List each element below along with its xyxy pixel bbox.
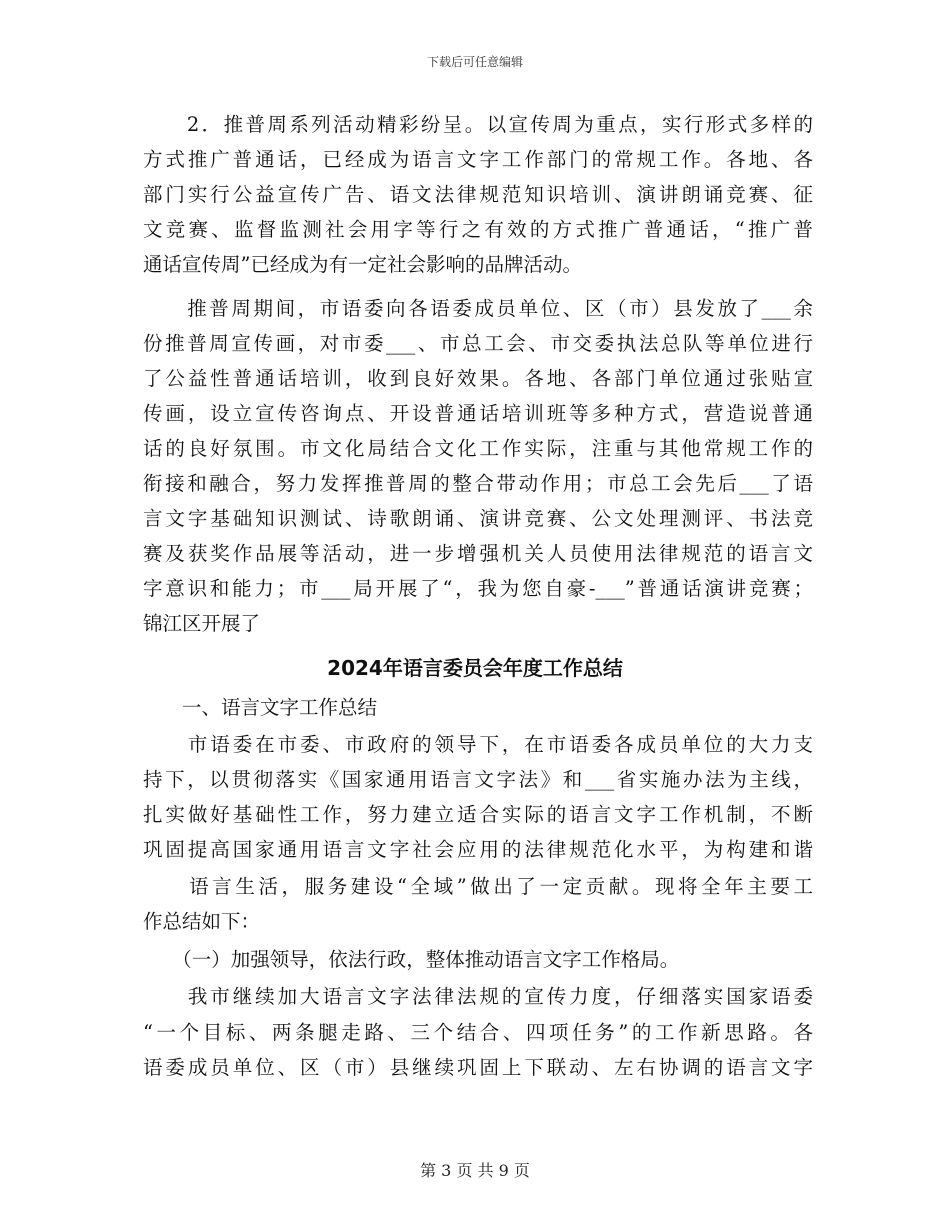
body-line: “一个目标、两条腿走路、三个结合、四项任务”的工作新思路。各: [143, 1021, 813, 1044]
body-line: 巩固提高国家通用语言文字社会应用的法律规范化水平，为构建和谐: [143, 838, 813, 861]
page-header: 下载后可任意编辑: [426, 55, 523, 69]
body-line: 扎实做好基础性工作，努力建立适合实际的语言文字工作机制，不断: [143, 803, 813, 826]
body-line: 言文字基础知识测试、诗歌朗诵、演讲竞赛、公文处理测评、书法竞: [143, 507, 813, 530]
document-title: 2024年语言委员会年度工作总结: [327, 656, 623, 680]
section-heading: 一、语言文字工作总结: [143, 696, 378, 719]
body-line: 传画，设立宣传咨询点、开设普通话培训班等多种方式，营造说普通: [143, 402, 813, 425]
body-line: 锦江区开展了: [143, 612, 261, 635]
body-line: 部门实行公益宣传广告、语文法律规范知识培训、演讲朗诵竞赛、征: [143, 183, 813, 206]
body-line: 方式推广普通话，已经成为语言文字工作部门的常规工作。各地、各: [143, 148, 813, 171]
subsection-heading: （一）加强领导，依法行政，整体推动语言文字工作格局。: [143, 948, 680, 971]
body-line: 衔接和融合，努力发挥推普周的整合带动作用；市总工会先后___了语: [143, 472, 813, 495]
body-line: 语言生活，服务建设“全域”做出了一定贡献。现将全年主要工: [143, 875, 813, 898]
body-line: 我市继续加大语言文字法律法规的宣传力度，仔细落实国家语委: [143, 985, 813, 1008]
body-line: 市语委在市委、市政府的领导下，在市语委各成员单位的大力支: [143, 733, 813, 756]
body-line: 推普周期间，市语委向各语委成员单位、区（市）县发放了___余: [143, 297, 813, 320]
body-line: 赛及获奖作品展等活动，进一步增强机关人员使用法律规范的语言文: [143, 542, 813, 565]
body-line: 了公益性普通话培训，收到良好效果。各地、各部门单位通过张贴宣: [143, 367, 813, 390]
page-footer: 第 3 页 共 9 页: [420, 1161, 530, 1180]
body-line: 话的良好氛围。市文化局结合文化工作实际，注重与其他常规工作的: [143, 437, 813, 460]
body-line: 份推普周宣传画，对市委___、市总工会、市交委执法总队等单位进行: [143, 332, 813, 355]
body-line: 文竞赛、监督监测社会用字等行之有效的方式推广普通话，“推广普: [143, 218, 813, 241]
body-line: 作总结如下：: [143, 910, 261, 933]
body-line: 2．推普周系列活动精彩纷呈。以宣传周为重点，实行形式多样的: [143, 113, 813, 136]
body-line: 持下，以贯彻落实《国家通用语言文字法》和___省实施办法为主线，: [143, 768, 813, 791]
body-line: 语委成员单位、区（市）县继续巩固上下联动、左右协调的语言文字: [143, 1056, 813, 1079]
body-line: 通话宣传周”已经成为有一定社会影响的品牌活动。: [143, 253, 582, 276]
body-line: 字意识和能力；市___局开展了“，我为您自豪-___”普通话演讲竞赛；: [143, 577, 813, 600]
